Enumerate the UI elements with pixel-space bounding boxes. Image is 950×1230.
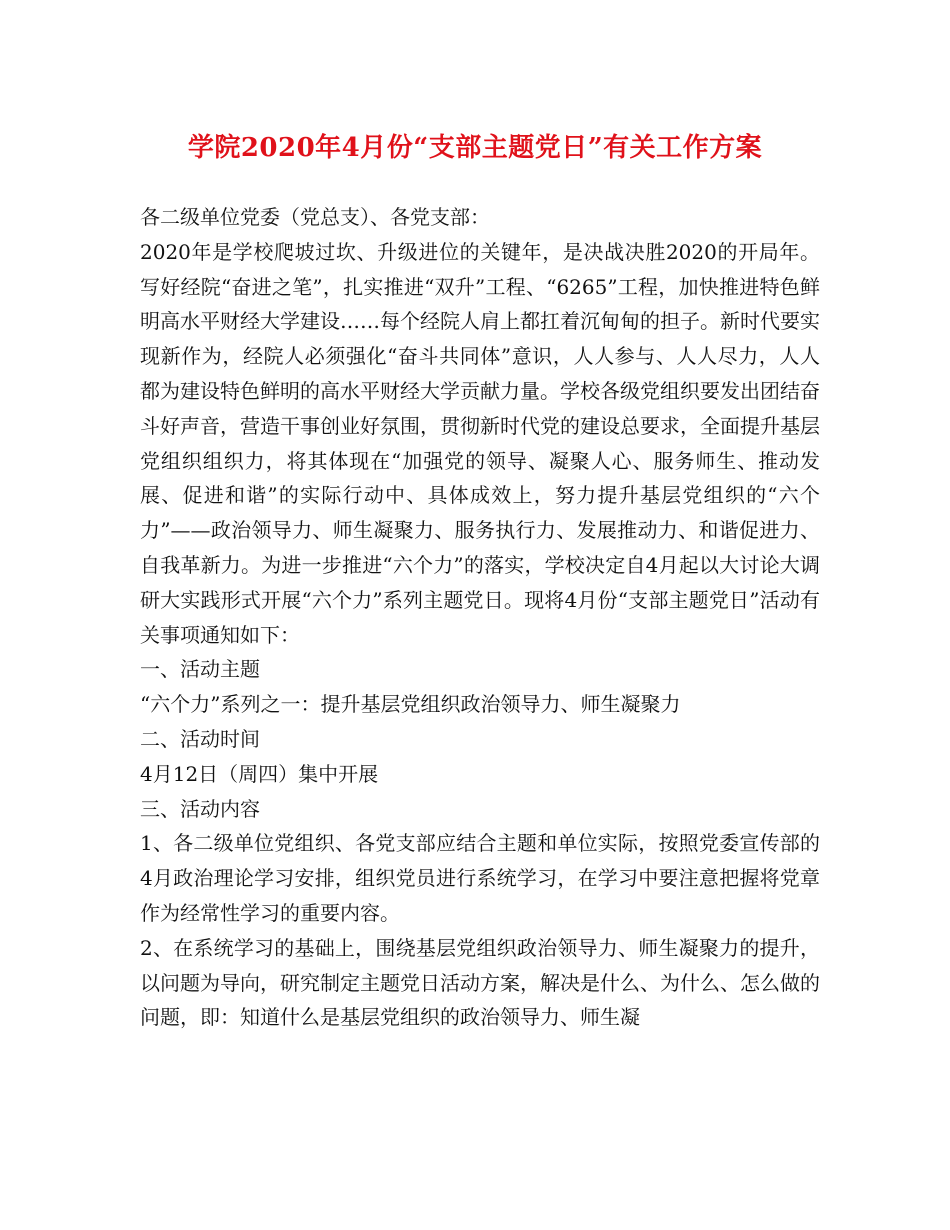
intro-paragraph: 2020年是学校爬坡过坎、升级进位的关键年，是决战决胜2020的开局年。写好经院“奋进之笔”，扎实推进“双升”工程、“6265”工程，加快推进特色鲜明高水平财经大学建设……每个经院人肩上都扛着沉甸甸的担子。新时代要实现新作为，经院人必须强化“奋斗共同体”意识，人人参与、人人尽力，人人都为建设特色鲜明的高水平财经大学贡献力量。学校各级党组织要发出团结奋斗好声音，营造干事创业好氛围，贯彻新时代党的建设总要求，全面提升基层党组织组织力，将其体现在“加强党的领导、凝聚人心、服务师生、推动发展、促进和谐”的实际行动中、具体成效上，努力提升基层党组织的“六个力”——政治领导力、师生凝聚力、服务执行力、发展推动力、和谐促进力、自我革新力。为进一步推进“六个力”的落实，学校决定自4月起以大讨论大调研大实践形式开展“六个力”系列主题党日。现将4月份“支部主题党日”活动有关事项通知如下： [140, 239, 820, 647]
section-heading-theme: 一、活动主题 [140, 657, 260, 682]
salutation: 各二级单位党委（党总支）、各党支部： [140, 205, 490, 229]
content-item-1: 1、各二级单位党组织、各党支部应结合主题和单位实际，按照党委宣传部的4月政治理论学习安排，组织党员进行系统学习，在学习中要注意把握将党章作为经常性学习的重要内容。 [140, 831, 820, 925]
time-text: 4月12日（周四）集中开展 [140, 761, 379, 786]
section-heading-content: 三、活动内容 [140, 796, 260, 821]
content-item-2: 2、在系统学习的基础上，围绕基层党组织政治领导力、师生凝聚力的提升，以问题为导向，研究制定主题党日活动方案，解决是什么、为什么、怎么做的问题，即：知道什么是基层党组织的政治领导力、师生凝 [140, 935, 820, 1030]
document-body [140, 200, 820, 1035]
section-heading-time: 二、活动时间 [140, 726, 260, 751]
theme-text: “六个力”系列之一：提升基层党组织政治领导力、师生凝聚力 [140, 692, 681, 717]
document-title: 学院2020年4月份“支部主题党日”有关工作方案 [187, 133, 763, 163]
